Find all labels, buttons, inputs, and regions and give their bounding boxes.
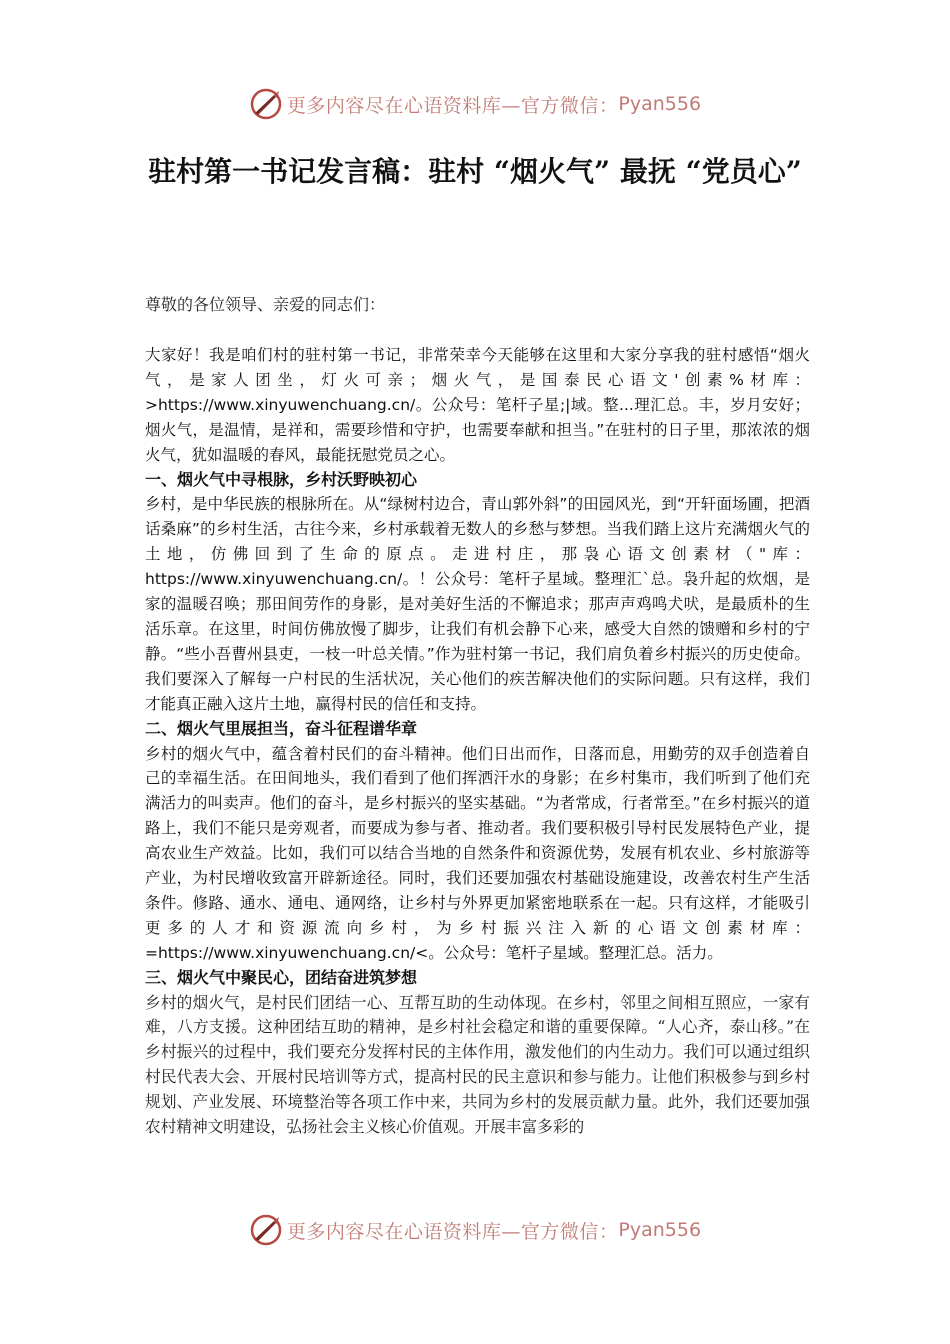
section-3-heading: 三、烟火气中聚民心，团结奋进筑梦想 — [145, 967, 418, 987]
watermark-text: 更多内容尽在心语资料库—官方微信： — [286, 1220, 619, 1243]
document-body — [145, 343, 810, 1140]
intro-paragraph: 大家好！我是咱们村的驻村第一书记，非常荣幸今天能够在这里和大家分享我的驻村感悟“烟火气，是家人团坐，灯火可亲；烟火气，是国泰民心语文'创素%材库：>https://www.xinyuwenchuang.cn/。公众号：笔杆子星;|域。整...理汇总。丰，岁月安好；烟火气，是温情，是祥和，需要珍惜和守护，也需要奉献和担当。”在驻村的日子里，那浓浓的烟火气，犹如温暖的春风，最能抚慰党员之心。 — [145, 346, 810, 464]
brand-logo-icon — [249, 87, 283, 121]
watermark-wechat-id: Pyan556 — [618, 93, 702, 115]
section-2-text: 乡村的烟火气中，蕴含着村民们的奋斗精神。他们日出而作，日落而息，用勤劳的双手创造着自己的幸福生活。在田间地头，我们看到了他们挥洒汗水的身影；在乡村集市，我们听到了他们充满活力的叫卖声。他们的奋斗，是乡村振兴的坚实基础。“为者常成，行者常至。”在乡村振兴的道路上，我们不能只是旁观者，而要成为参与者、推动者。我们要积极引导村民发展特色产业，提高农业生产效益。比如，我们可以结合当地的自然条件和资源优势，发展有机农业、乡村旅游等产业，为村民增收致富开辟新途径。同时，我们还要加强农村基础设施建设，改善农村生产生活条件。修路、通水、通电、通网络，让乡村与外界更加紧密地联系在一起。只有这样，才能吸引更多的人才和资源流向乡村，为乡村振兴注入新的心语文创素材库：=https://www.xinyuwenchuang.cn/<。公众号：笔杆子星域。整理汇总。活力。 — [145, 744, 810, 962]
footer-watermark — [0, 1208, 950, 1252]
brand-logo-icon — [249, 1213, 283, 1247]
section-3-text: 乡村的烟火气，是村民们团结一心、互帮互助的生动体现。在乡村，邻里之间相互照应，一家有难，八方支援。这种团结互助的精神，是乡村社会稳定和谐的重要保障。“人心齐，泰山移。”在乡村振兴的过程中，我们要充分发挥村民的主体作用，激发他们的内生动力。我们可以通过组织村民代表大会、开展村民培训等方式，提高村民的民主意识和参与能力。让他们积极参与到乡村规划、产业发展、环境整治等各项工作中来，共同为乡村的发展贡献力量。此外，我们还要加强农村精神文明建设，弘扬社会主义核心价值观。开展丰富多彩的 — [145, 992, 810, 1137]
document-title: 驻村第一书记发言稿：驻村 “烟火气” 最抚 “党员心” — [148, 155, 802, 188]
watermark-text: 更多内容尽在心语资料库—官方微信： — [286, 94, 619, 117]
section-2-heading: 二、烟火气里展担当，奋斗征程谱华章 — [145, 718, 418, 738]
section-1-heading: 一、烟火气中寻根脉，乡村沃野映初心 — [145, 469, 418, 489]
watermark-wechat-id: Pyan556 — [618, 1219, 702, 1241]
section-1-text: 乡村，是中华民族的根脉所在。从“绿树村边合，青山郭外斜”的田园风光，到“开轩面场圃，把酒话桑麻”的乡村生活，古往今来，乡村承载着无数人的乡愁与梦想。当我们踏上这片充满烟火气的土地，仿佛回到了生命的原点。走进村庄，那袅心语文创素材（"库：https://www.xinyuwenchuang.cn/。！公众号：笔杆子星域。整理汇`总。袅升起的炊烟，是家的温暖召唤；那田间劳作的身影，是对美好生活的不懈追求；那声声鸡鸣犬吠，是最质朴的生活乐章。在这里，时间仿佛放慢了脚步，让我们有机会静下心来，感受大自然的馈赠和乡村的宁静。“些小吾曹州县吏，一枝一叶总关情。”作为驻村第一书记，我们肩负着乡村振兴的历史使命。我们要深入了解每一户村民的生活状况，关心他们的疾苦解决他们的实际问题。只有这样，我们才能真正融入这片土地，赢得村民的信任和支持。 — [145, 495, 810, 713]
header-watermark — [0, 82, 950, 126]
greeting: 尊敬的各位领导、亲爱的同志们： — [145, 295, 386, 314]
